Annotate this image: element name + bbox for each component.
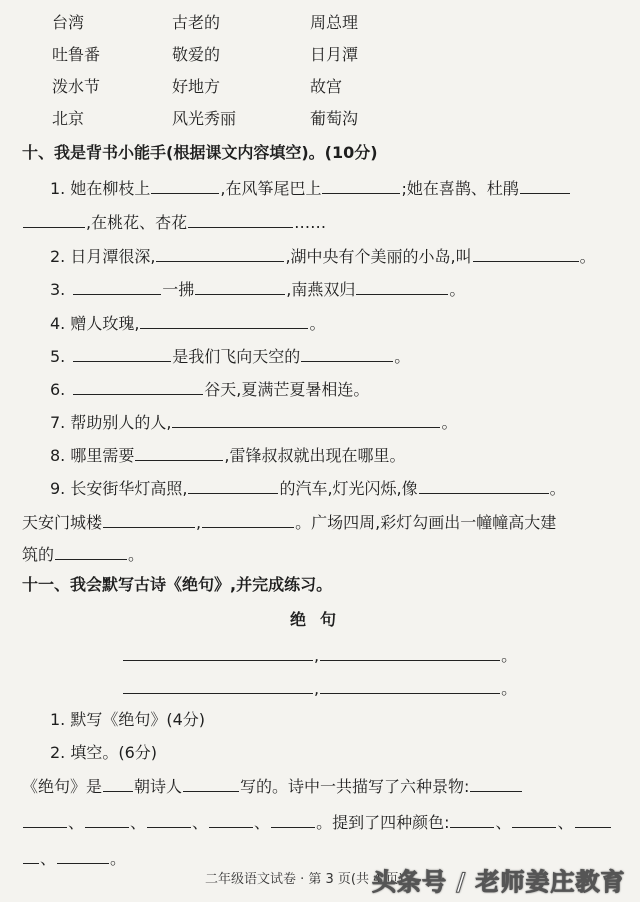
blank[interactable] — [183, 776, 239, 792]
q8-text-a: 8. 哪里需要 — [50, 446, 135, 465]
blank[interactable] — [320, 678, 500, 694]
blank[interactable] — [195, 279, 285, 295]
q9-text-a: 9. 长安街华灯高照, — [50, 479, 188, 498]
word-cell: 葡萄沟 — [310, 109, 359, 128]
blank[interactable] — [103, 776, 133, 792]
q1-text-d: ,在桃花、杏花 — [86, 213, 188, 232]
blank[interactable] — [322, 178, 400, 194]
separator: 、 — [130, 813, 147, 832]
separator: 、 — [40, 849, 57, 868]
q9-text-f: 。广场四周,彩灯勾画出一幢幢高大建 — [295, 513, 557, 532]
word-cell: 泼水节 — [52, 77, 101, 96]
word-cell: 北京 — [52, 109, 85, 128]
blank[interactable] — [301, 346, 393, 362]
q3-text-a: 3. — [50, 280, 66, 299]
blank[interactable] — [123, 645, 313, 661]
watermark: 头条号 / 老师姜庄教育 — [372, 868, 626, 896]
blank[interactable] — [188, 478, 278, 494]
blank[interactable] — [55, 544, 127, 560]
blank[interactable] — [450, 812, 494, 828]
fill-text-c: 写的。诗中一共描写了六种景物: — [240, 777, 470, 796]
q9-line1 — [50, 478, 566, 499]
q1-text-a: 1. 她在柳枝上 — [50, 179, 151, 198]
blank[interactable] — [520, 178, 570, 194]
word-cell: 敬爱的 — [172, 45, 221, 64]
blank[interactable] — [575, 812, 611, 828]
fill-text-b: 朝诗人 — [134, 777, 183, 796]
q8-line — [50, 445, 405, 466]
blank[interactable] — [140, 313, 308, 329]
q5-text-c: 。 — [394, 347, 411, 366]
q9-text-e: , — [196, 513, 202, 532]
q5-text-b: 是我们飞向天空的 — [172, 347, 301, 366]
fill-text-a: 《绝句》是 — [22, 777, 103, 796]
blank[interactable] — [473, 246, 579, 262]
q1-text-b: ,在风筝尾巴上 — [220, 179, 322, 198]
q2-line — [50, 246, 596, 267]
blank[interactable] — [103, 512, 195, 528]
blank[interactable] — [57, 848, 109, 864]
blank[interactable] — [147, 812, 191, 828]
section11-heading: 十一、我会默写古诗《绝句》,并完成练习。 — [22, 575, 333, 594]
q4-line — [50, 313, 325, 334]
word-cell: 古老的 — [172, 13, 221, 32]
q6-text-a: 6. — [50, 380, 66, 399]
blank[interactable] — [23, 848, 39, 864]
q9-text-b: 的汽车,灯光闪烁,像 — [279, 479, 418, 498]
separator: 、 — [192, 813, 209, 832]
q5-text-a: 5. — [50, 347, 66, 366]
separator: 、 — [495, 813, 512, 832]
blank[interactable] — [271, 812, 315, 828]
q3-text-b: 一拂 — [162, 280, 195, 299]
blank[interactable] — [512, 812, 556, 828]
q1-line1 — [50, 178, 571, 199]
q6-line — [50, 379, 369, 400]
q9-text-d: 天安门城楼 — [22, 513, 103, 532]
q3-text-d: 。 — [449, 280, 466, 299]
poem-period: 。 — [501, 679, 518, 698]
q2-text-a: 2. 日月潭很深, — [50, 247, 156, 266]
blank[interactable] — [320, 645, 500, 661]
fill-line-3 — [22, 848, 126, 869]
blank[interactable] — [172, 412, 440, 428]
fill-text-d: 。提到了四种颜色: — [316, 813, 450, 832]
q7-text-b: 。 — [441, 413, 458, 432]
q1-text-c: ;她在喜鹊、杜鹃 — [401, 179, 519, 198]
separator: 、 — [68, 813, 85, 832]
poem-q1: 1. 默写《绝句》(4分) — [50, 710, 206, 729]
blank[interactable] — [356, 279, 448, 295]
q8-text-b: ,雷锋叔叔就出现在哪里。 — [224, 446, 406, 465]
q3-line — [50, 279, 465, 300]
poem-comma: , — [314, 679, 320, 698]
blank[interactable] — [202, 512, 294, 528]
q6-text-b: 谷天,夏满芒夏暑相连。 — [204, 380, 370, 399]
word-cell: 好地方 — [172, 77, 221, 96]
fill-text-e: 。 — [110, 849, 127, 868]
blank[interactable] — [73, 346, 171, 362]
q7-text-a: 7. 帮助别人的人, — [50, 413, 172, 432]
blank[interactable] — [151, 178, 219, 194]
poem-title: 绝句 — [289, 610, 350, 629]
blank[interactable] — [85, 812, 129, 828]
blank[interactable] — [209, 812, 253, 828]
blank[interactable] — [23, 212, 85, 228]
poem-period: 。 — [501, 646, 518, 665]
page-footer: 二年级语文试卷 · 第 3 页(共 4 页) — [205, 872, 404, 887]
blank[interactable] — [23, 812, 67, 828]
poem-line-1 — [122, 645, 517, 666]
poem-line-2 — [122, 678, 517, 699]
blank[interactable] — [156, 246, 284, 262]
q3-text-c: ,南燕双归 — [286, 280, 356, 299]
word-cell: 台湾 — [52, 13, 85, 32]
q2-text-b: ,湖中央有个美丽的小岛,叫 — [285, 247, 472, 266]
q1-text-e: …… — [294, 213, 327, 232]
q1-line2 — [22, 212, 326, 233]
q9-text-c: 。 — [549, 479, 566, 498]
q2-text-c: 。 — [579, 247, 596, 266]
blank[interactable] — [73, 279, 161, 295]
separator: 、 — [254, 813, 271, 832]
q9-text-g: 筑的 — [22, 545, 55, 564]
blank[interactable] — [188, 212, 293, 228]
blank[interactable] — [123, 678, 313, 694]
q5-line — [50, 346, 410, 367]
word-cell: 风光秀丽 — [172, 109, 237, 128]
q7-line — [50, 412, 457, 433]
word-cell: 周总理 — [310, 13, 359, 32]
q9-line3 — [22, 544, 144, 565]
blank[interactable] — [135, 445, 223, 461]
blank[interactable] — [73, 379, 203, 395]
section10-heading: 十、我是背书小能手(根据课文内容填空)。(10分) — [22, 143, 378, 162]
word-cell: 日月潭 — [310, 45, 359, 64]
poem-comma: , — [314, 646, 320, 665]
q4-text-a: 4. 赠人玫瑰, — [50, 314, 140, 333]
poem-q2: 2. 填空。(6分) — [50, 743, 158, 762]
fill-line-1 — [22, 776, 523, 797]
separator: 、 — [557, 813, 574, 832]
blank[interactable] — [470, 776, 522, 792]
blank[interactable] — [419, 478, 549, 494]
fill-line-2 — [22, 812, 612, 833]
q9-text-h: 。 — [128, 545, 145, 564]
word-cell: 故宫 — [310, 77, 343, 96]
word-cell: 吐鲁番 — [52, 45, 101, 64]
q9-line2 — [22, 512, 556, 533]
q4-text-b: 。 — [309, 314, 326, 333]
